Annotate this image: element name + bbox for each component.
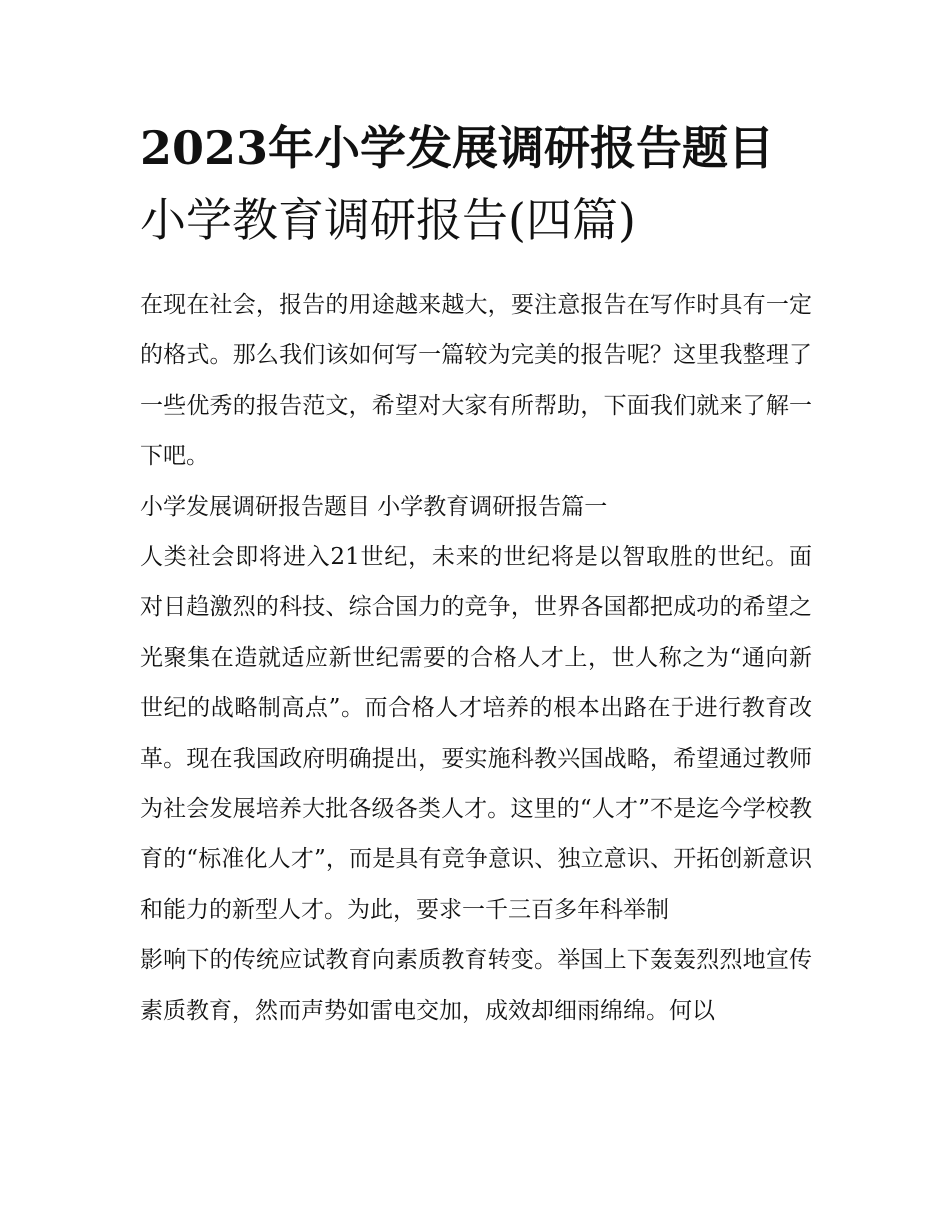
document-page xyxy=(140,112,812,1036)
document-title xyxy=(140,112,812,256)
section-heading: 小学发展调研报告题目 小学教育调研报告篇一 xyxy=(140,493,608,520)
intro-paragraph: 在现在社会，报告的用途越来越大，要注意报告在写作时具有一定的格式。那么我们该如何写一篇较为完美的报告呢？这里我整理了一些优秀的报告范文，希望对大家有所帮助，下面我们就来了解一下吧。 xyxy=(140,292,812,470)
body-paragraph-1: 人类社会即将进入21世纪，未来的世纪将是以智取胜的世纪。面对日趋激烈的科技、综合国力的竞争，世界各国都把成功的希望之光聚集在造就适应新世纪需要的合格人才上，世人称之为“通向新世纪的战略制高点”。而合格人才培养的根本出路在于进行教育改革。现在我国政府明确提出，要实施科教兴国战略，希望通过教师为社会发展培养大批各级各类人才。这里的“人才”不是迄今学校教育的“标准化人才”，而是具有竞争意识、独立意识、开拓创新意识和能力的新型人才。为此，要求一千三百多年科举制 xyxy=(140,544,812,923)
document-body xyxy=(140,280,812,1036)
title-line-1: 2023年小学发展调研报告题目 xyxy=(140,121,775,175)
body-paragraph-2: 影响下的传统应试教育向素质教育转变。举国上下轰轰烈烈地宣传素质教育，然而声势如雷电交加，成效却细雨绵绵。何以 xyxy=(140,947,812,1024)
title-line-2: 小学教育调研报告(四篇) xyxy=(140,193,636,247)
